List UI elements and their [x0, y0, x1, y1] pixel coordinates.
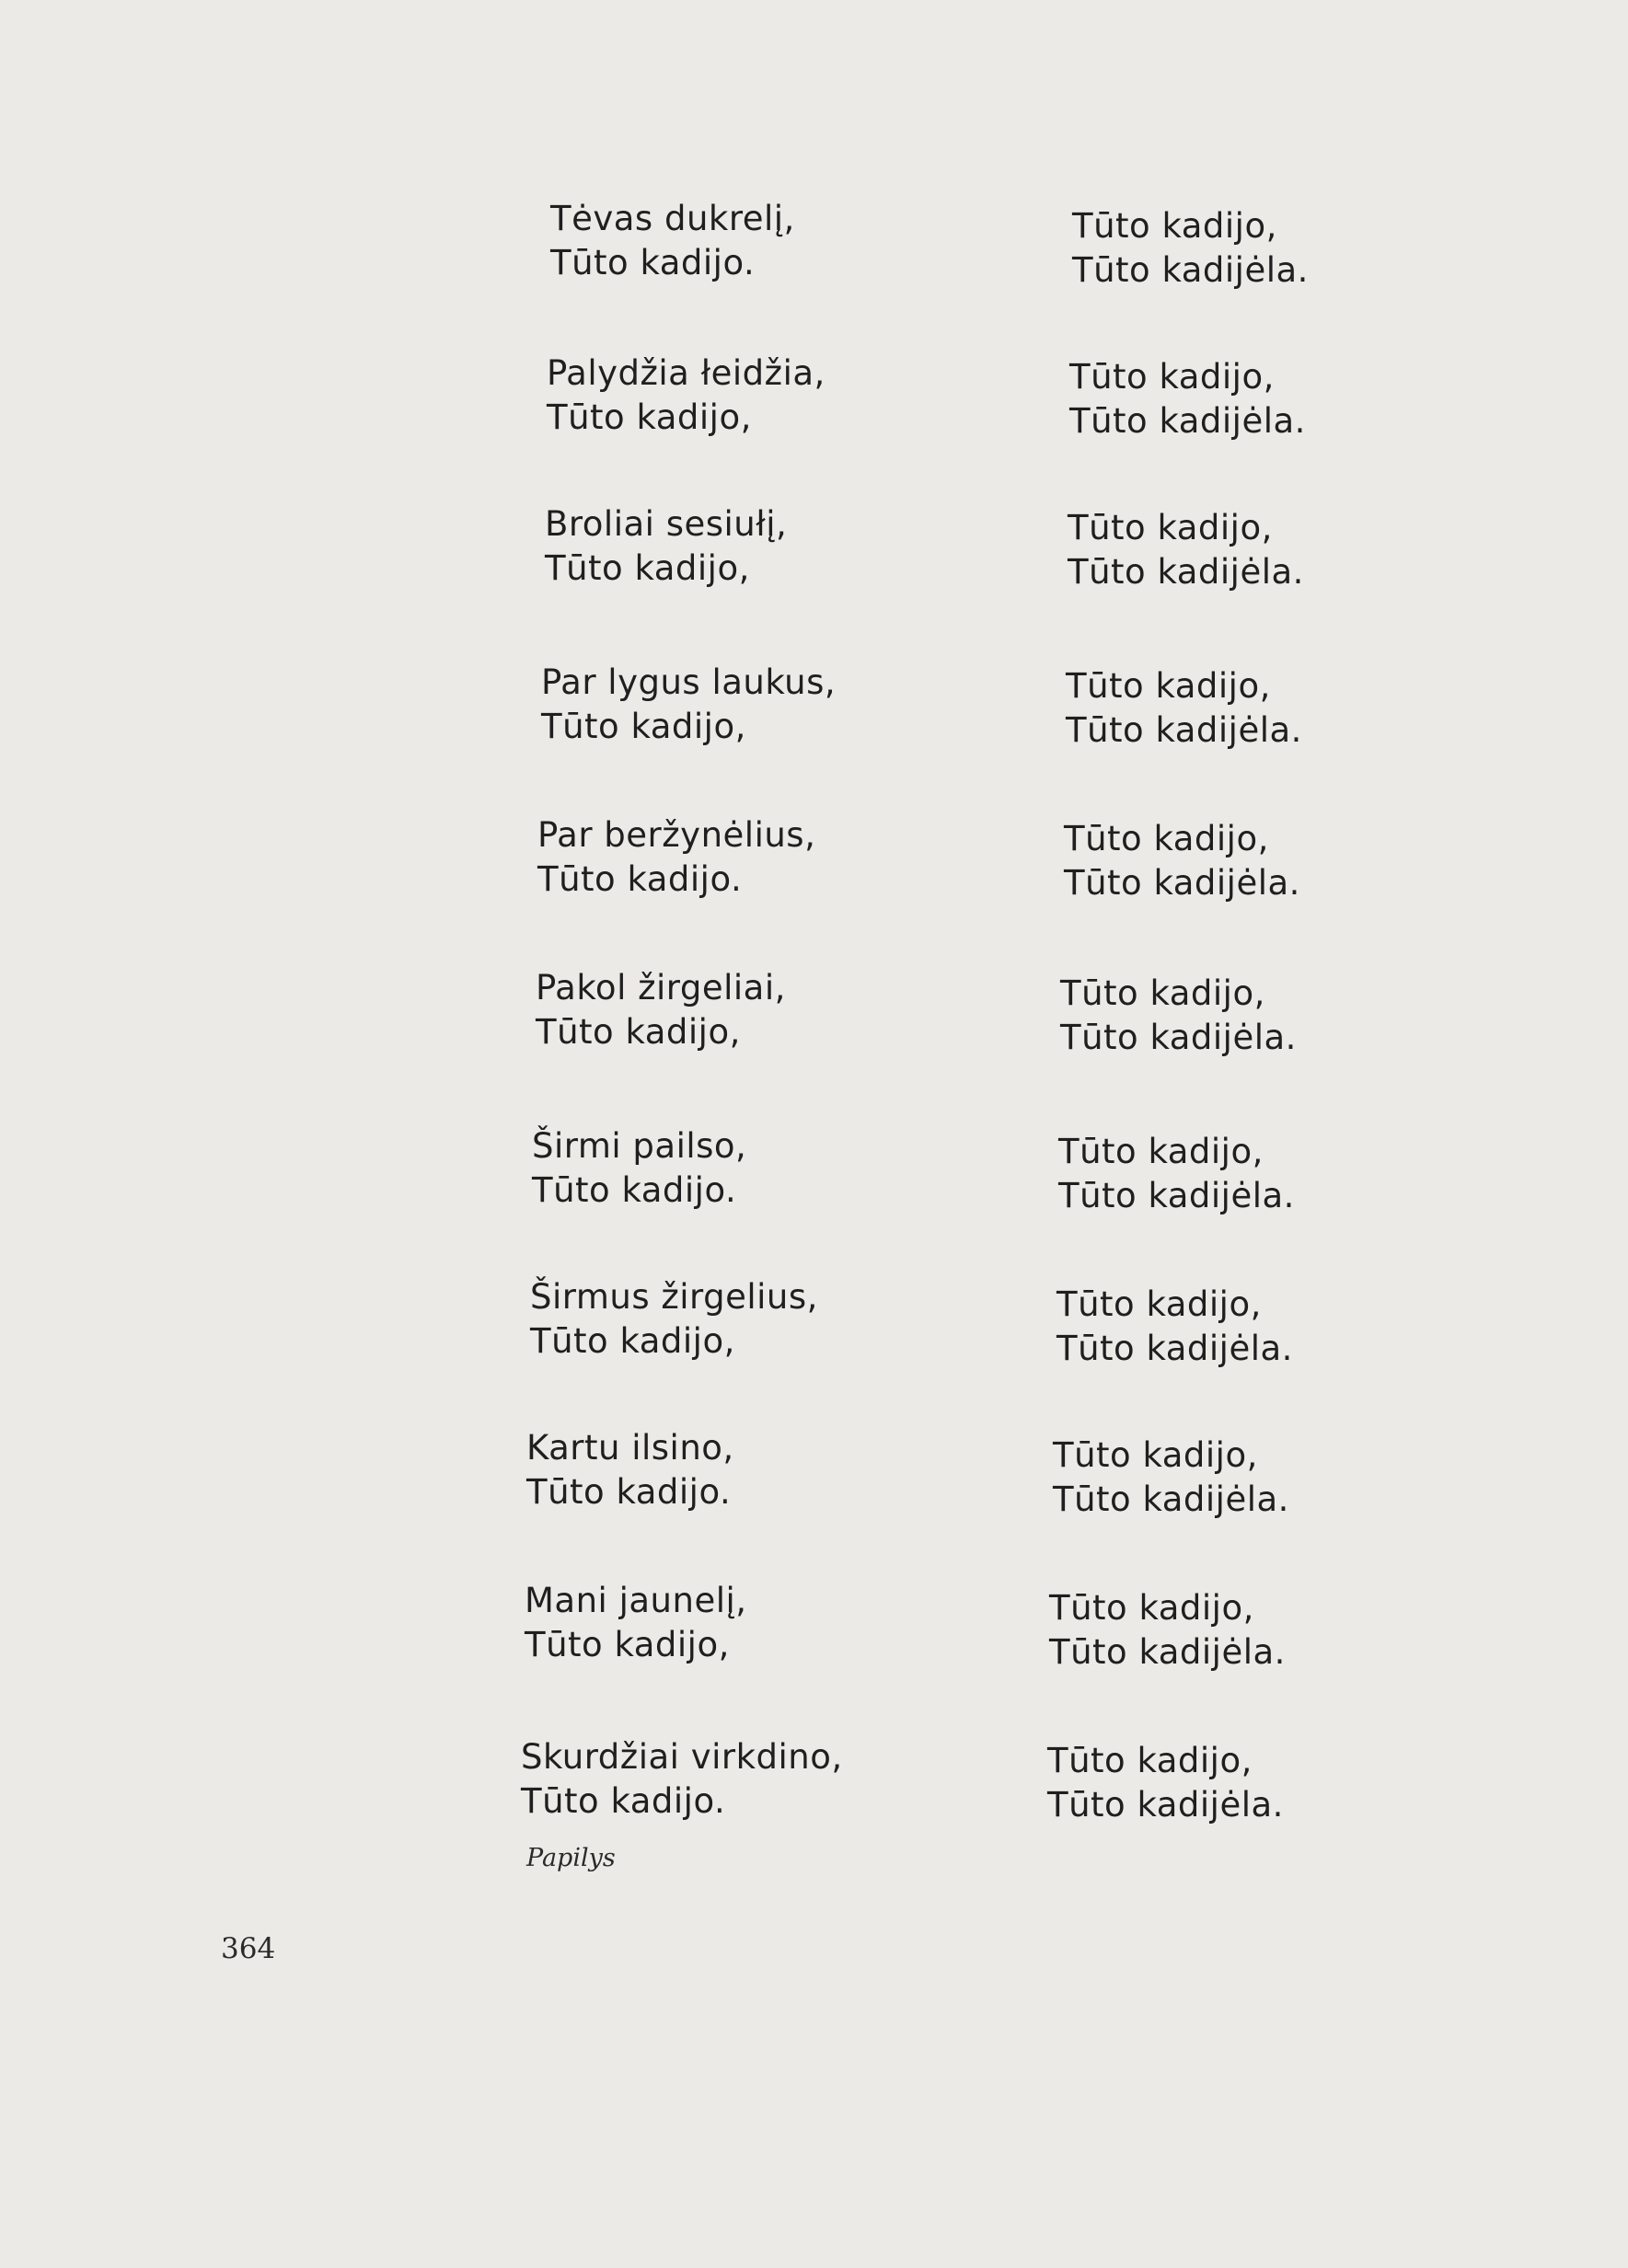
verse-line: Širmi pailso, [532, 1126, 747, 1166]
source-attribution: Papilys [526, 1844, 616, 1872]
refrain-line: Tūto kadijo, [1066, 666, 1271, 706]
verse-line: Tūto kadijo, [545, 548, 750, 588]
verse-line: Tūto kadijo, [536, 1012, 741, 1052]
refrain-line: Tūto kadijo, [1056, 1284, 1262, 1324]
verse-line: Tūto kadijo. [537, 859, 743, 899]
stanza-right-1 [1072, 204, 1309, 293]
stanza-right-7 [1058, 1130, 1295, 1218]
stanza-left-2 [547, 351, 826, 440]
verse-line: Tūto kadijo. [550, 243, 756, 282]
verse-line: Mani jaunelį, [525, 1581, 747, 1620]
stanza-right-2 [1069, 355, 1306, 443]
verse-line: Skurdžiai virkdino, [521, 1737, 843, 1777]
stanza-left-11 [521, 1735, 843, 1824]
refrain-line: Tūto kadijo, [1069, 357, 1275, 397]
refrain-line: Tūto kadijėla. [1058, 1176, 1295, 1215]
verse-line: Tūto kadijo. [526, 1472, 732, 1512]
stanza-left-7 [532, 1124, 746, 1213]
verse-line: Tūto kadijo, [525, 1625, 730, 1664]
refrain-line: Tūto kadijo, [1049, 1588, 1254, 1628]
refrain-line: Tūto kadijėla. [1060, 1018, 1297, 1057]
stanza-right-4 [1066, 664, 1302, 753]
refrain-line: Tūto kadijo, [1053, 1435, 1258, 1475]
refrain-line: Tūto kadijo, [1047, 1741, 1253, 1780]
stanza-left-1 [550, 197, 795, 285]
verse-line: Tūto kadijo. [521, 1781, 726, 1821]
stanza-left-3 [545, 502, 787, 591]
verse-line: Tūto kadijo, [541, 707, 746, 746]
verse-line: Palydžia łeidžia, [547, 353, 826, 393]
page-number: 364 [221, 1932, 276, 1965]
stanza-right-9 [1053, 1433, 1289, 1522]
refrain-line: Tūto kadijėla. [1066, 710, 1302, 750]
refrain-line: Tūto kadijėla. [1053, 1479, 1289, 1519]
verse-line: Širmus žirgelius, [530, 1277, 818, 1317]
refrain-line: Tūto kadijėla. [1056, 1329, 1293, 1368]
stanza-left-6 [536, 966, 786, 1054]
stanza-left-9 [526, 1426, 734, 1514]
verse-line: Kartu ilsino, [526, 1428, 734, 1468]
stanza-left-4 [541, 661, 836, 749]
stanza-right-6 [1060, 972, 1297, 1060]
refrain-line: Tūto kadijėla. [1047, 1785, 1284, 1825]
verse-line: Tūto kadijo, [547, 397, 752, 437]
stanza-left-8 [530, 1275, 818, 1364]
refrain-line: Tūto kadijėla. [1069, 401, 1306, 441]
verse-line: Tūto kadijo, [530, 1321, 735, 1361]
stanza-right-8 [1056, 1283, 1293, 1371]
stanza-right-11 [1047, 1739, 1284, 1827]
verse-line: Tūto kadijo. [532, 1170, 737, 1210]
stanza-right-5 [1064, 817, 1300, 905]
stanza-left-5 [537, 813, 815, 902]
verse-line: Tėvas dukrelį, [550, 199, 795, 238]
stanza-right-3 [1068, 506, 1304, 594]
refrain-line: Tūto kadijo, [1060, 973, 1265, 1013]
refrain-line: Tūto kadijėla. [1049, 1632, 1286, 1672]
verse-line: Broliai sesiułį, [545, 504, 788, 544]
verse-line: Par beržynėlius, [537, 815, 816, 855]
refrain-line: Tūto kadijėla. [1072, 250, 1309, 290]
refrain-line: Tūto kadijo, [1064, 819, 1269, 858]
verse-line: Par lygus laukus, [541, 662, 837, 702]
refrain-line: Tūto kadijo, [1072, 206, 1277, 246]
stanza-right-10 [1049, 1586, 1286, 1675]
verse-line: Pakol žirgeliai, [536, 968, 786, 1007]
refrain-line: Tūto kadijo, [1068, 508, 1273, 547]
stanza-left-10 [525, 1579, 747, 1667]
refrain-line: Tūto kadijo, [1058, 1132, 1264, 1171]
refrain-line: Tūto kadijėla. [1064, 863, 1300, 903]
refrain-line: Tūto kadijėla. [1068, 552, 1304, 592]
